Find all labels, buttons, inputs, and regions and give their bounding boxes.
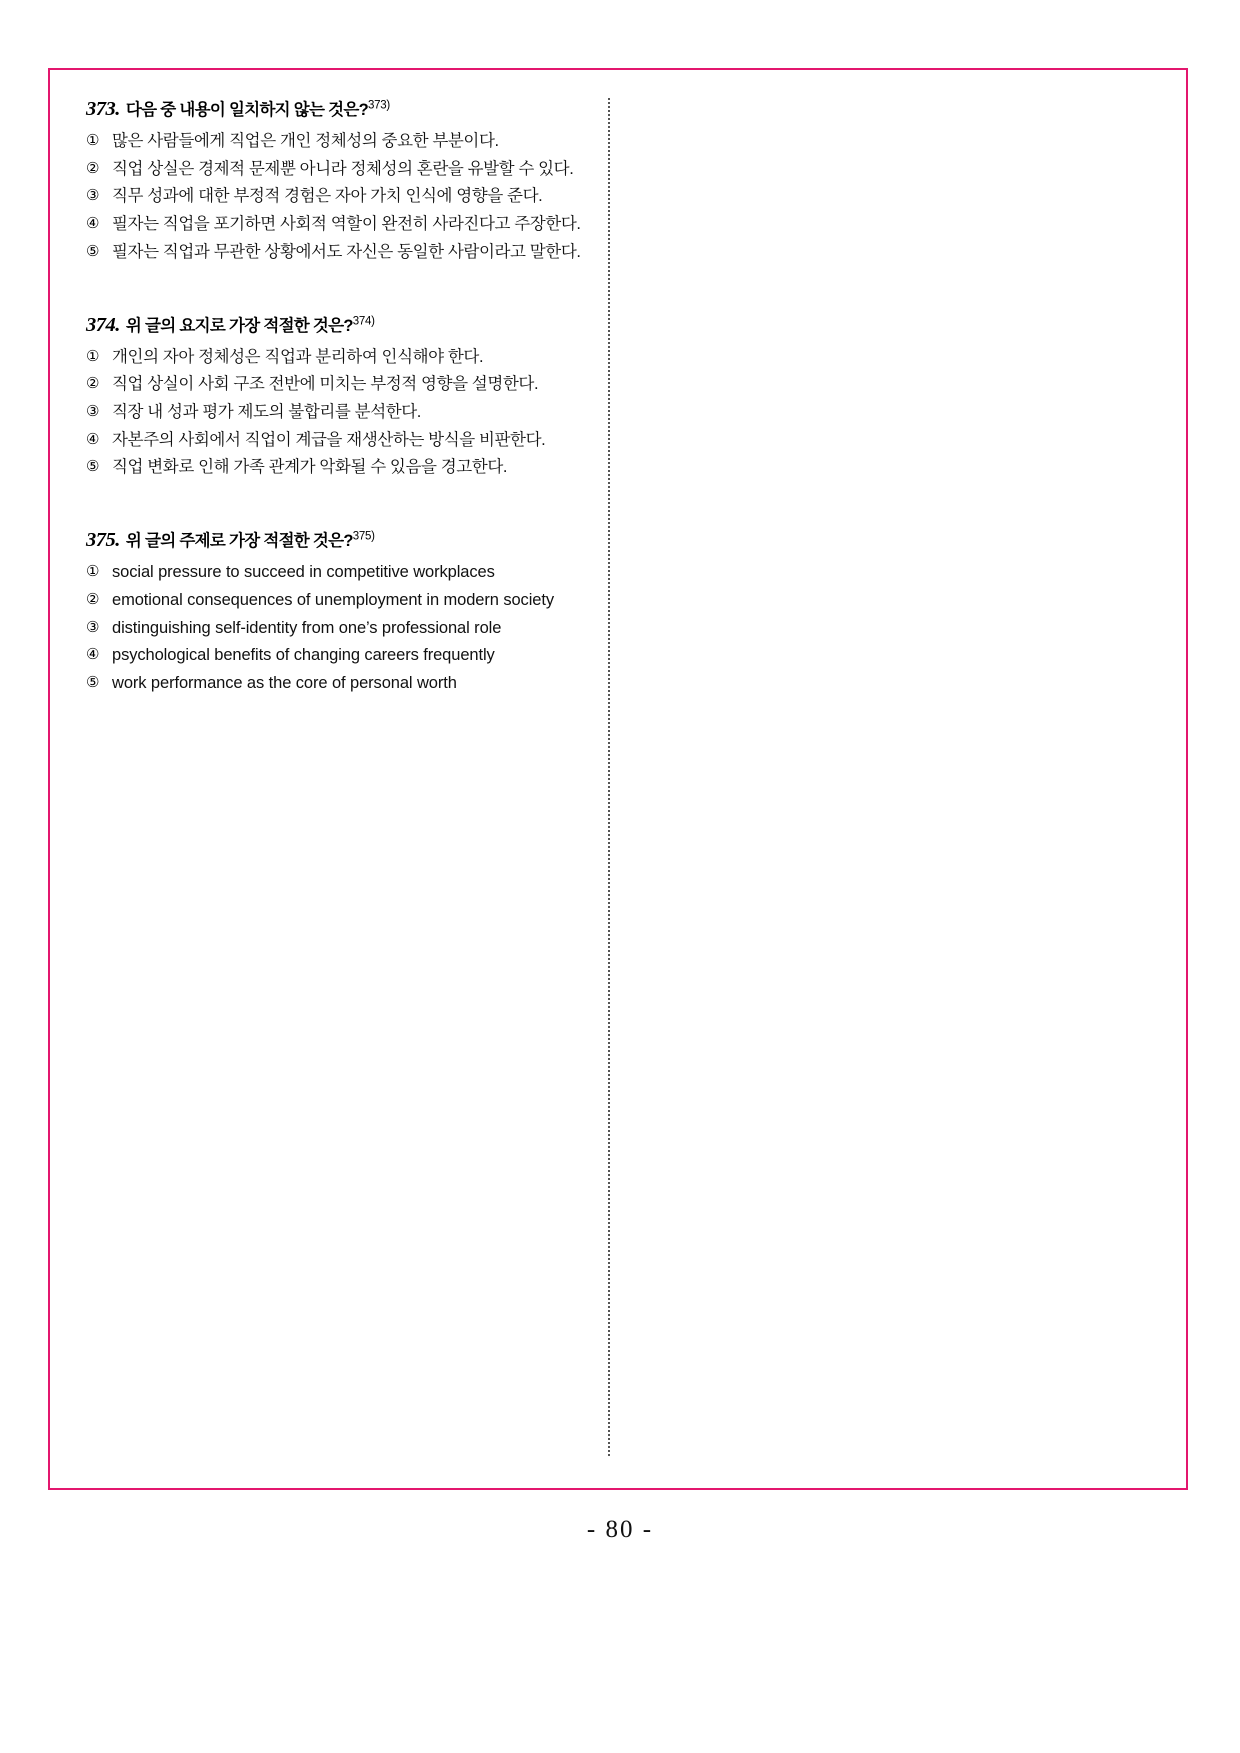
question-stem: 위 글의 주제로 가장 적절한 것은?$^{375)}$: [125, 530, 375, 551]
question-block: [86, 96, 596, 266]
list-item[interactable]: [86, 211, 596, 238]
list-item[interactable]: [86, 399, 596, 426]
list-item[interactable]: [86, 128, 596, 155]
question-number: 374 .: [86, 314, 120, 337]
choice-marker: ④: [86, 215, 100, 233]
list-item[interactable]: [86, 156, 596, 183]
choice-text: 직무 성과에 대한 부정적 경험은 자아 가치 인식에 영향을 준다.: [112, 187, 543, 206]
left-column: [86, 96, 596, 743]
list-item[interactable]: [86, 454, 596, 481]
choice-list: [86, 128, 596, 266]
question-heading: [86, 527, 596, 552]
list-item[interactable]: [86, 183, 596, 210]
question-footnote-marker: 374): [352, 315, 375, 328]
list-item[interactable]: [86, 371, 596, 398]
choice-text: 필자는 직업을 포기하면 사회적 역할이 완전히 사라진다고 주장한다.: [112, 215, 581, 234]
question-number: 373 .: [86, 98, 120, 121]
question-footnote-marker: 375): [352, 530, 375, 543]
page-number: - 80 -: [586, 1516, 654, 1543]
choice-text: 자본주의 사회에서 직업이 계급을 재생산하는 방식을 비판한다.: [112, 430, 546, 449]
choice-marker: ④: [86, 646, 100, 664]
choice-marker: ⑤: [86, 674, 100, 692]
question-heading: [86, 96, 596, 121]
choice-text: 직업 상실이 사회 구조 전반에 미치는 부정적 영향을 설명한다.: [112, 375, 539, 394]
choice-text: 직업 변화로 인해 가족 관계가 악화될 수 있음을 경고한다.: [112, 458, 508, 477]
choice-marker: ②: [86, 590, 100, 608]
question-number: 375 .: [86, 529, 120, 552]
choice-text: 직장 내 성과 평가 제도의 불합리를 분석한다.: [112, 403, 421, 422]
column-divider: [608, 98, 610, 1456]
list-item[interactable]: [86, 615, 596, 642]
question-footnote-marker: 373): [368, 99, 390, 112]
question-block: [86, 312, 596, 482]
list-item[interactable]: [86, 427, 596, 454]
choice-marker: ②: [86, 375, 100, 393]
choice-text: work performance as the core of personal worth: [112, 674, 457, 693]
choice-marker: ③: [86, 403, 100, 421]
choice-text: social pressure to succeed in competitive workplaces: [112, 563, 495, 582]
list-item[interactable]: [86, 642, 596, 669]
page-content: [50, 70, 1186, 1488]
list-item[interactable]: [86, 239, 596, 266]
choice-marker: ⑤: [86, 458, 100, 476]
list-item[interactable]: [86, 587, 596, 614]
choice-text: psychological benefits of changing careers frequently: [112, 646, 495, 665]
choice-marker: ①: [86, 563, 100, 581]
choice-list: [86, 559, 596, 697]
choice-text: 개인의 자아 정체성은 직업과 분리하여 인식해야 한다.: [112, 347, 484, 366]
question-block: [86, 527, 596, 697]
choice-marker: ④: [86, 430, 100, 448]
choice-marker: ③: [86, 187, 100, 205]
list-item[interactable]: [86, 344, 596, 371]
choice-marker: ⑤: [86, 242, 100, 260]
choice-text: emotional consequences of unemployment in modern society: [112, 590, 554, 609]
choice-list: [86, 344, 596, 482]
choice-text: 직업 상실은 경제적 문제뿐 아니라 정체성의 혼란을 유발할 수 있다.: [112, 159, 574, 178]
choice-marker: ③: [86, 618, 100, 636]
choice-marker: ②: [86, 159, 100, 177]
list-item[interactable]: [86, 670, 596, 697]
question-heading: [86, 312, 596, 337]
choice-marker: ①: [86, 132, 100, 149]
choice-text: 많은 사람들에게 직업은 개인 정체성의 중요한 부분이다.: [112, 132, 499, 150]
choice-text: distinguishing self-identity from one’s professional role: [112, 618, 502, 637]
question-stem: 다음 중 내용이 일치하지 않는 것은?$^{373)}$: [125, 99, 390, 119]
choice-marker: ①: [86, 347, 100, 365]
list-item[interactable]: [86, 559, 596, 586]
choice-text: 필자는 직업과 무관한 상황에서도 자신은 동일한 사람이라고 말한다.: [112, 242, 581, 261]
question-stem: 위 글의 요지로 가장 적절한 것은?$^{374)}$: [125, 315, 375, 335]
page-border: [48, 68, 1188, 1490]
